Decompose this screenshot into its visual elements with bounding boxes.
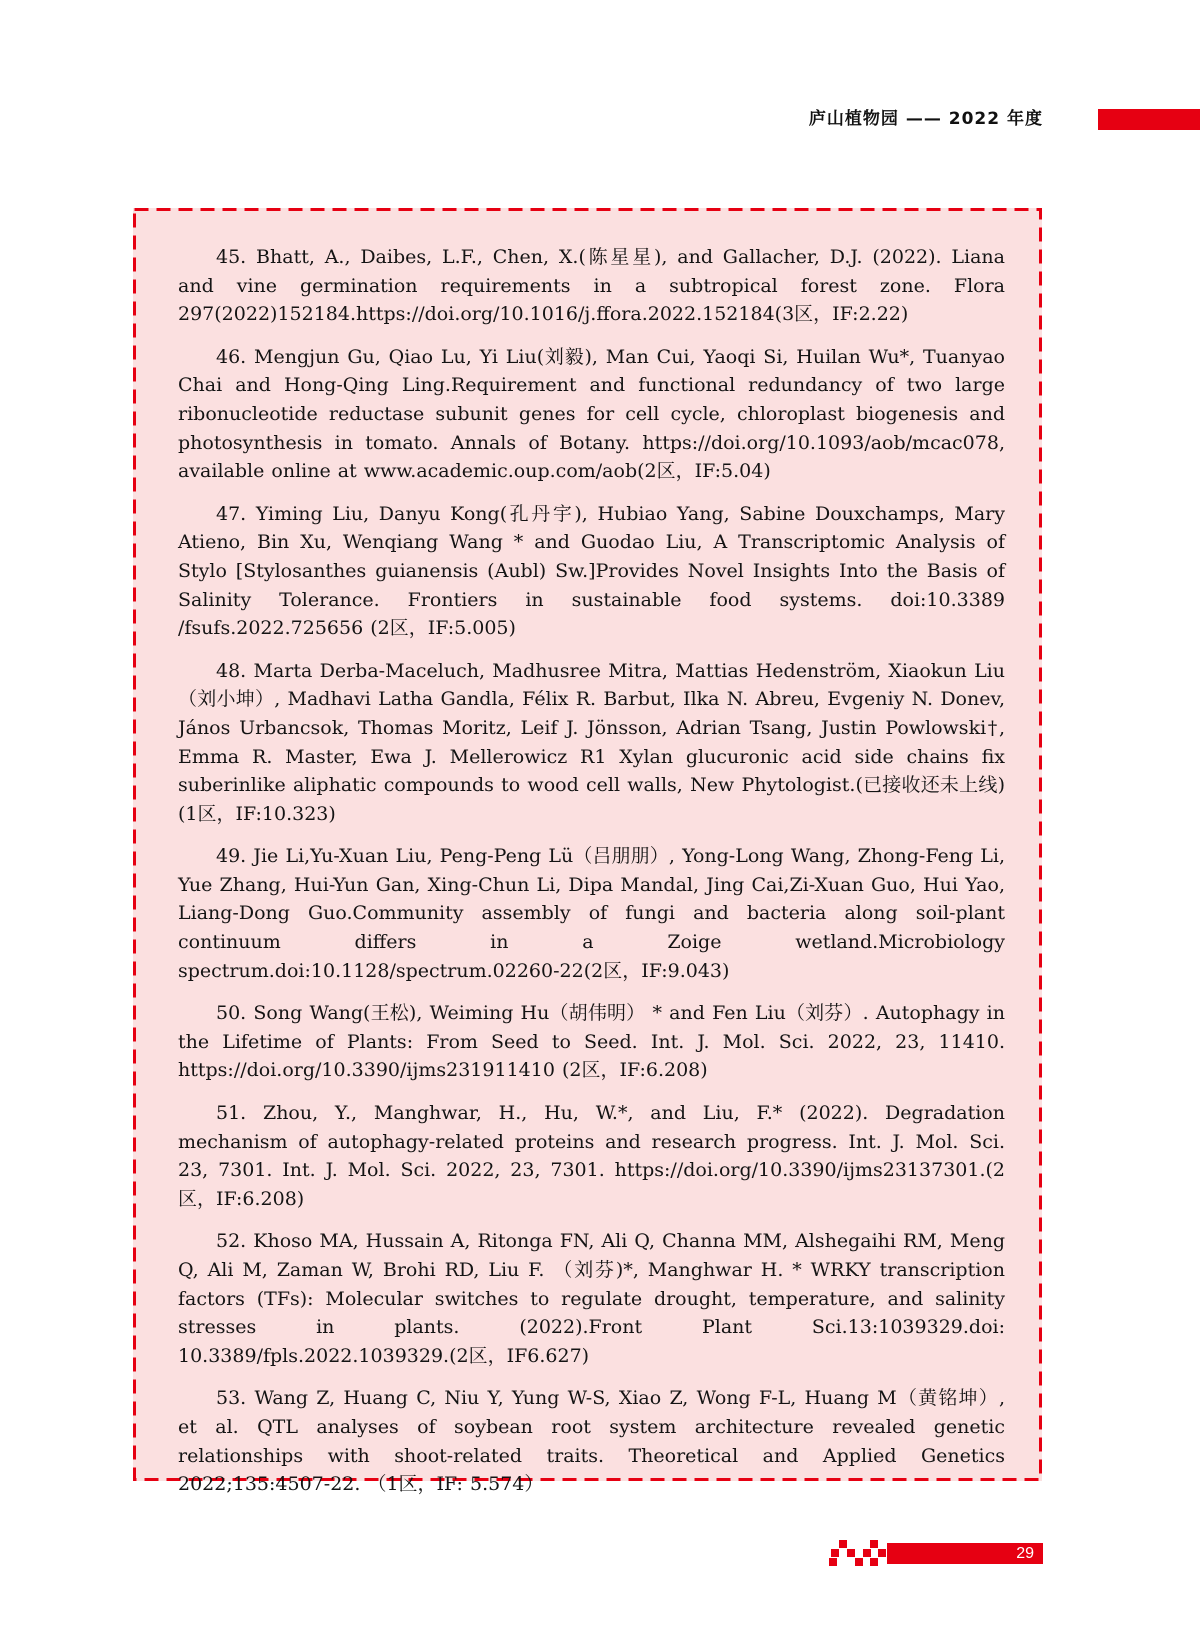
reference-text: 53. Wang Z, Huang C, Niu Y, Yung W-S, Xiao Z, Wong F-L, Huang M（黄铭坤）, et al. QTL analyses of soybean root system architecture revealed genetic relationships with shoot-related traits. Theoretical and Applied Genetics 2022;135:4507-22. （1区，IF: 5.574） <box>178 1387 1005 1496</box>
reference-text: 48. Marta Derba-Maceluch, Madhusree Mitra, Mattias Hedenström, Xiaokun Liu（刘小坤）, Madhavi Latha Gandla, Félix R. Barbut, Ilka N. Abreu, Evgeniy N. Donev, János Urbancsok, Thomas Moritz, Leif J. Jönsson, Adrian Tsang, Justin Powlowski†, Emma R. Master, Ewa J. Mellerowicz R1 Xylan glucuronic acid side chains fix suberinlike aliphatic compounds to wood cell walls, New Phytologist.(已接收还未上线)(1区，IF:10.323) <box>178 659 1005 825</box>
reference-entry <box>178 1384 1005 1498</box>
reference-text: 47. Yiming Liu, Danyu Kong(孔丹宇), Hubiao Yang, Sabine Douxchamps, Mary Atieno, Bin Xu, Wenqiang Wang * and Guodao Liu, A Transcriptomic Analysis of Stylo [Stylosanthes guianensis (Aubl) Sw.]Provides Novel Insights Into the Basis of Salinity Tolerance. Frontiers in sustainable food systems. doi:10.3389 /fsufs.2022.725656 (2区，IF:5.005) <box>178 502 1005 640</box>
reference-text: 50. Song Wang(王松), Weiming Hu（胡伟明） * and Fen Liu（刘芬）. Autophagy in the Lifetime of Plants: From Seed to Seed. Int. J. Mol. Sci. 2022, 23, 11410. https://doi.org/10.3390/ijms231911410 (2区，IF:6.208) <box>178 1002 1005 1082</box>
reference-entry <box>178 1099 1005 1213</box>
reference-entry <box>178 343 1005 486</box>
reference-text: 45. Bhatt, A., Daibes, L.F., Chen, X.(陈星星), and Gallacher, D.J. (2022). Liana and vine germination requirements in a subtropical forest zone. Flora 297(2022)152184.https://doi.org/10.1016/j.ffora.2022.152184(3区，IF:2.22) <box>178 246 1005 326</box>
reference-text: 46. Mengjun Gu, Qiao Lu, Yi Liu(刘毅), Man Cui, Yaoqi Si, Huilan Wu*, Tuanyao Chai and Hong-Qing Ling.Requirement and functional redundancy of two large ribonucleotide reductase subunit genes for cell cycle, chloroplast biogenesis and photosynthesis in tomato. Annals of Botany. https://doi.org/10.1093/aob/mcac078, available online at www.academic.oup.com/aob(2区，IF:5.04) <box>178 345 1005 483</box>
page-header-title: 庐山植物园 —— 2022 年度 <box>808 109 1043 129</box>
reference-entry <box>178 842 1005 985</box>
reference-entry <box>178 243 1005 329</box>
reference-entry <box>178 500 1005 643</box>
reference-text: 52. Khoso MA, Hussain A, Ritonga FN, Ali Q, Channa MM, Alshegaihi RM, Meng Q, Ali M, Zaman W, Brohi RD, Liu F. （刘芬)*, Manghwar H. * WRKY transcription factors (TFs): Molecular switches to regulate drought, temperature, and salinity stresses in plants. (2022).Front Plant Sci.13:1039329.doi: 10.3389/fpls.2022.1039329.(2区，IF6.627) <box>178 1230 1005 1367</box>
reference-entry <box>178 1227 1005 1370</box>
header-red-bar-decoration <box>1098 109 1200 130</box>
reference-text: 51. Zhou, Y., Manghwar, H., Hu, W.*, and Liu, F.* (2022). Degradation mechanism of autophagy-related proteins and research progress. Int. J. Mol. Sci. 23, 7301. Int. J. Mol. Sci. 2022, 23, 7301. https://doi.org/10.3390/ijms23137301.(2区，IF:6.208) <box>178 1102 1005 1210</box>
reference-text: 49. Jie Li,Yu-Xuan Liu, Peng-Peng Lü（吕朋朋）, Yong-Long Wang, Zhong-Feng Li, Yue Zhang, Hui-Yun Gan, Xing-Chun Li, Dipa Mandal, Jing Cai,Zi-Xuan Guo, Hui Yao, Liang-Dong Guo.Community assembly of fungi and bacteria along soil-plant continuum differs in a Zoige wetland.Microbiology spectrum.doi:10.1128/spectrum.02260-22(2区，IF:9.043) <box>178 845 1005 982</box>
references-list <box>133 208 1042 1499</box>
pixel-mosaic-decoration <box>826 1538 896 1568</box>
page-number: 29 <box>1016 1545 1034 1562</box>
reference-entry <box>178 999 1005 1085</box>
references-box <box>133 208 1042 1496</box>
page-number-bar <box>887 1543 1043 1564</box>
reference-entry <box>178 657 1005 829</box>
